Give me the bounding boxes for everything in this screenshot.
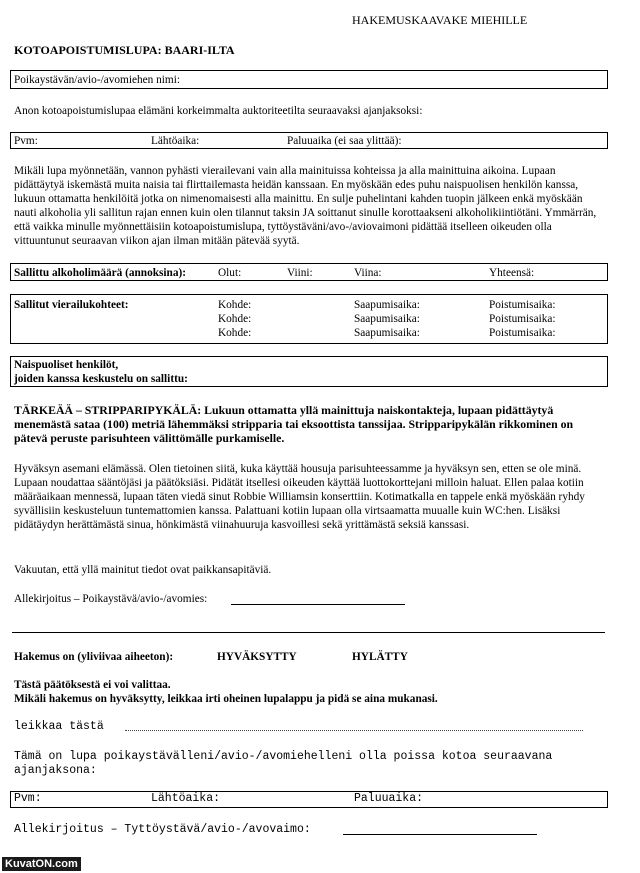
acceptance-paragraph: Hyväksyn asemani elämässä. Olen tietoinen siitä, kuka käyttää housuja parisuhteessamme ja hyväksyn sen, etten se ole minä. Lupaan noudattaa sääntöjäsi ja päätöksiäsi. Pidätät itsellesi oikeuden käyttää luottokorttejani milloin haluat. Ellen palaa kotiin määräaikaan mennessä, lupaan täten viedä sinut Robbie Williamsin konserttiin. Kotimatkalla en tappele enkä myöskään ryhdy syvällisiin keskusteluun tuntemattomien kanssa. Palattuani kotiin lupaan olla virtsaamatta muualle kuin WC:hen. Lisäksi pidätäydyn herättämästä sinua, hönkimästä viinahuuruja kasvoillesi sekä yrittämästä seksiä kanssasi.	[14, 463, 585, 531]
permit-dates-field[interactable]	[10, 791, 608, 808]
approved-option[interactable]: HYVÄKSYTTY	[217, 651, 297, 663]
pledge-paragraph: Mikäli lupa myönnetään, vannon pyhästi vierailevani vain alla mainituissa kohteissa ja alla mainittuina aikoina. Lupaan pidättäytyä iskemästä muita naisia tai flirttailemasta heidän kanssaan. En myöskään edes puhu naispuolisen henkilön kanssa, lukuun ottamatta henkilöitä jotka on nimenomaisesti alla mainittu. En sulje puhelintani kahden tuopin jälkeen enkä myöskään nauti alkoholia yli sallitun rajan ennen kuin olen tilannut taksin JA soittanut sinulle korottaakseni alkoholikiintiötäni. Ymmärrän, että vaikka minulle myönnettäisiin kotoapoistumislupa, tyttöystäväni/avo-/aviovaimoni pidättää itselleen oikeuden olla vittuuntunut seuraavan viikon ajan ilman mitään pätevää syytä.	[14, 165, 597, 247]
return-time-label: Paluuaika (ei saa ylittää):	[287, 135, 402, 147]
signature-female-line[interactable]	[343, 834, 537, 835]
decision-label: Hakemus on (yliviivaa aiheeton):	[14, 651, 174, 663]
allowed-women-label-1: Naispuoliset henkilöt,	[14, 359, 119, 371]
venue-arrival-label: Saapumisaika:	[354, 313, 420, 325]
venue-departure-label: Poistumisaika:	[489, 299, 556, 311]
site-watermark: KuvatON.com	[2, 857, 81, 871]
request-text: Anon kotoapoistumislupaa elämäni korkeimmalta auktoriteetilta seuraavaksi ajanjaksoksi:	[14, 105, 423, 117]
cut-line[interactable]	[125, 730, 583, 731]
rejected-option[interactable]: HYLÄTTY	[352, 651, 408, 663]
venue-departure-label: Poistumisaika:	[489, 327, 556, 339]
allowed-women-field[interactable]	[10, 356, 608, 387]
signature-male-line[interactable]	[231, 604, 405, 605]
partner-name-field[interactable]	[10, 70, 608, 89]
permit-departure-label: Lähtöaika:	[151, 792, 221, 805]
partner-name-label: Poikaystävän/avio-/avomiehen nimi:	[14, 74, 180, 86]
cut-instruction-note: Mikäli hakemus on hyväksytty, leikkaa irti oheinen lupalappu ja pidä se aina mukanasi.	[14, 693, 438, 705]
total-label: Yhteensä:	[489, 267, 535, 279]
departure-time-label: Lähtöaika:	[151, 135, 200, 147]
form-type-heading: HAKEMUSKAAVAKE MIEHILLE	[352, 13, 528, 27]
permit-return-label: Paluuaika:	[354, 792, 424, 805]
permit-text-1: Tämä on lupa poikaystävälleni/avio-/avomiehelleni olla poissa kotoa seuraavana	[14, 750, 553, 763]
venue-place-label: Kohde:	[218, 313, 252, 325]
allowed-women-label-2: joiden kanssa keskustelu on sallittu:	[14, 373, 188, 385]
liquor-label: Viina:	[354, 267, 382, 279]
venues-label: Sallitut vierailukohteet:	[14, 299, 129, 311]
venue-arrival-label: Saapumisaika:	[354, 327, 420, 339]
section-divider	[12, 632, 605, 633]
assurance-text: Vakuutan, että yllä mainitut tiedot ovat paikkansapitäviä.	[14, 564, 272, 576]
venue-place-label: Kohde:	[218, 299, 252, 311]
permit-text-2: ajanjaksona:	[14, 764, 97, 777]
venue-place-label: Kohde:	[218, 327, 252, 339]
signature-female-label: Allekirjoitus – Tyttöystävä/avio-/avovaimo:	[14, 823, 311, 836]
venue-departure-label: Poistumisaika:	[489, 313, 556, 325]
alcohol-label: Sallittu alkoholimäärä (annoksina):	[14, 267, 186, 279]
beer-label: Olut:	[218, 267, 242, 279]
permit-date-label: Pvm:	[14, 792, 42, 805]
cut-here-label: leikkaa tästä	[14, 720, 104, 733]
dates-field[interactable]	[10, 132, 608, 149]
signature-male	[14, 592, 207, 606]
form-title: KOTOAPOISTUMISLUPA: BAARI-ILTA	[14, 43, 235, 57]
wine-label: Viini:	[287, 267, 313, 279]
venues-field[interactable]	[10, 294, 608, 344]
venue-arrival-label: Saapumisaika:	[354, 299, 420, 311]
no-appeal-note: Tästä päätöksestä ei voi valittaa.	[14, 679, 171, 691]
signature-male-label: Allekirjoitus – Poikaystävä/avio-/avomies:	[14, 593, 208, 605]
date-label: Pvm:	[14, 135, 38, 147]
alcohol-field[interactable]	[10, 263, 608, 281]
stripper-clause: TÄRKEÄÄ – STRIPPARIPYKÄLÄ: Lukuun ottamatta yllä mainittuja naiskontakteja, lupaan pidättäytyä menemästä sataa (100) metriä lähemmäksi stripparia tai eksoottista tanssijaa. Stripparipykälän rikkominen on pätevä peruste parisuhteen välittömälle purkamiselle.	[14, 403, 574, 445]
